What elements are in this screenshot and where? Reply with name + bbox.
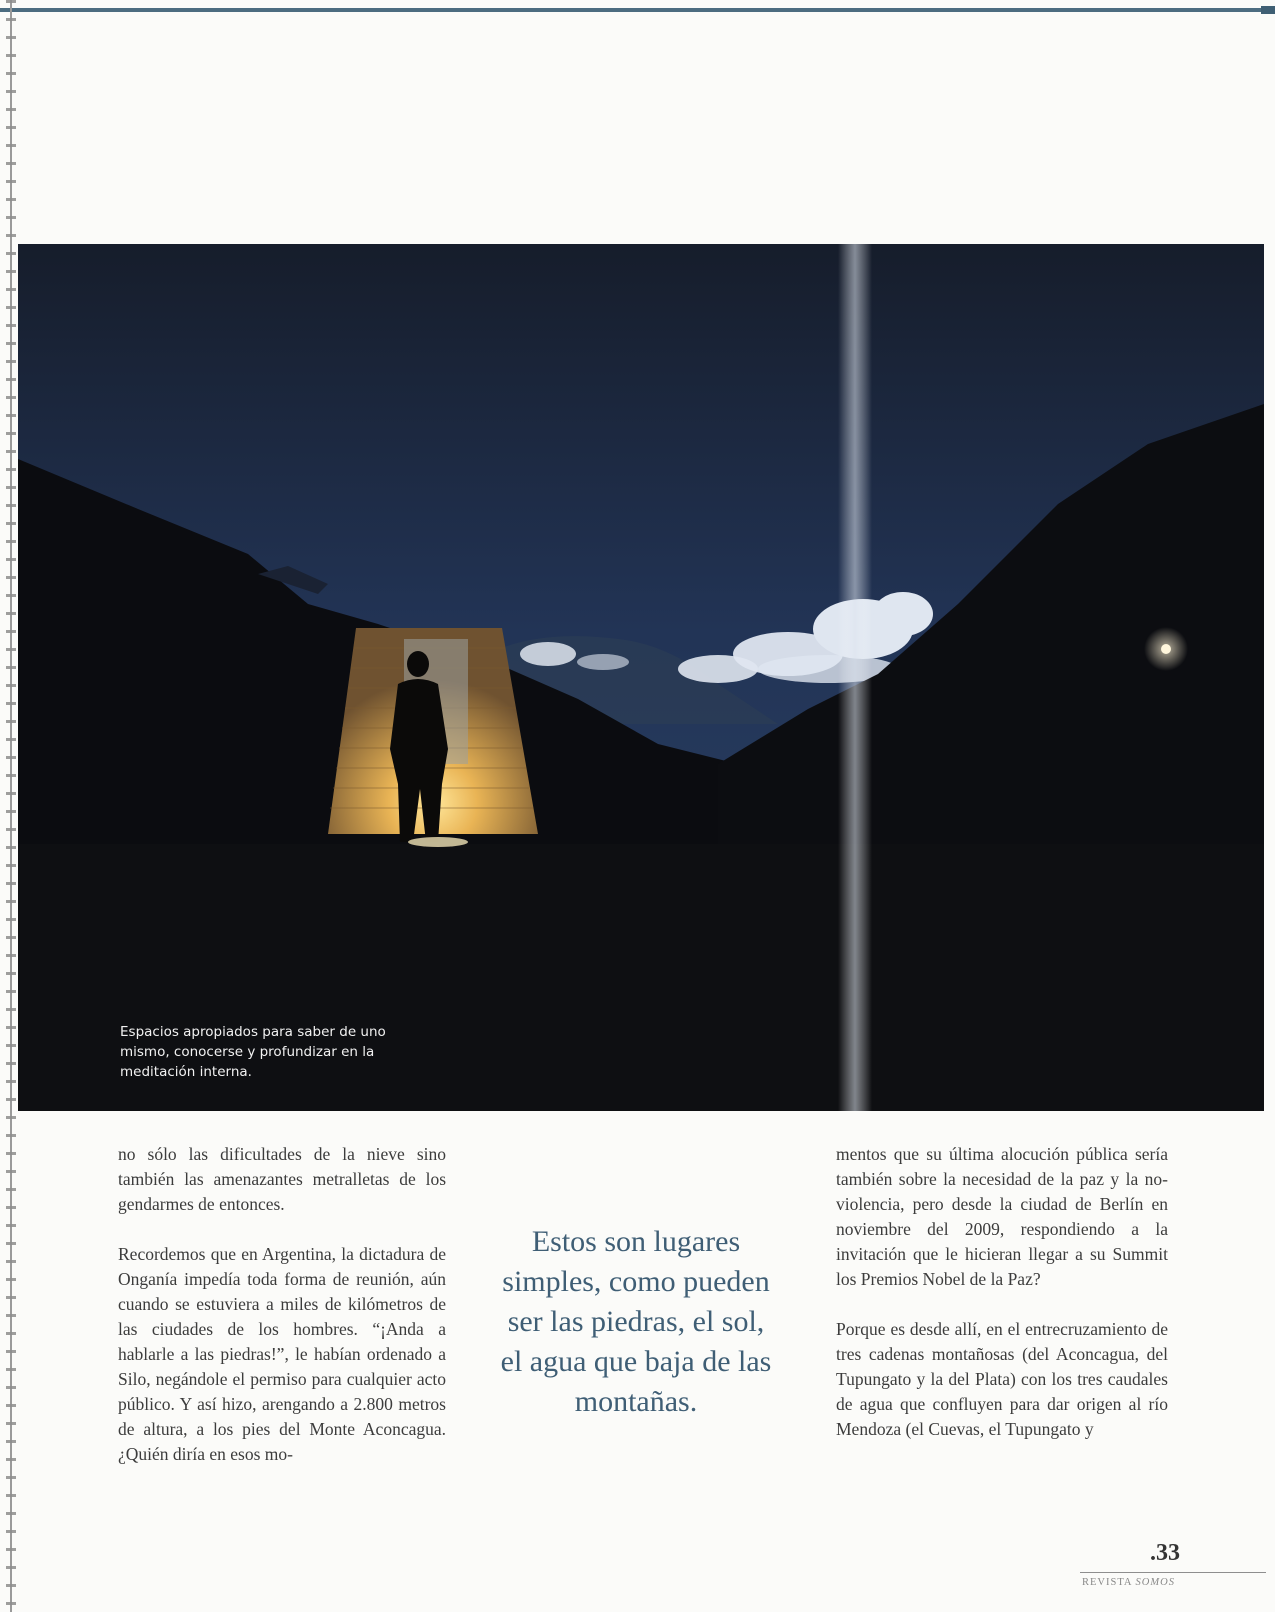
article-column-left <box>118 1142 446 1467</box>
pull-quote-line: ser las piedras, el sol, <box>507 1305 765 1338</box>
pull-quote <box>468 1222 804 1422</box>
spiral-binding <box>6 0 16 1612</box>
caption-line: mismo, conocerse y profundizar en la <box>120 1044 375 1060</box>
top-rule-end <box>1261 6 1275 14</box>
page-gutter-reflection <box>838 244 872 1111</box>
pull-quote-line: Estos son lugares <box>531 1225 741 1258</box>
paragraph: Recordemos que en Argentina, la dictadura de Onganía impedía toda forma de reunión, aún cuando se estuviera a miles de kilómetros de las ciudades de los hombres. “¡Anda a hablarle a las piedras!”, le habían ordenado a Silo, negándole el permiso para cualquier acto público. Y así hizo, arengando a 2.800 metros de altura, a los pies del Monte Aconcagua. ¿Quién diría en esos mo- <box>118 1244 446 1464</box>
paragraph: no sólo las dificultades de la nieve sino también las amenazantes metralletas de los gendarmes de entonces. <box>118 1144 446 1214</box>
pull-quote-line: el agua que baja de las <box>500 1345 772 1378</box>
magazine-name <box>1082 1577 1175 1588</box>
photo-caption <box>120 1022 420 1082</box>
paragraph: mentos que su última alocución pública sería también sobre la necesidad de la paz y la no-violencia, pero desde la ciudad de Berlín en noviembre del 2009, respondiendo a la invitación que le hicieran llegar a su Summit los Premios Nobel de la Paz? <box>836 1144 1168 1289</box>
magazine-prefix: REVISTA <box>1082 1577 1132 1588</box>
magazine-title: SOMOS <box>1135 1577 1175 1588</box>
distant-light <box>1161 644 1171 654</box>
night-monument-photo <box>18 244 1264 1111</box>
caption-line: Espacios apropiados para saber de uno <box>120 1024 386 1040</box>
article-column-right <box>836 1142 1168 1442</box>
pull-quote-line: simples, como pueden <box>502 1265 770 1298</box>
photo-illustration <box>18 244 1264 1111</box>
caption-line: meditación interna. <box>120 1064 252 1080</box>
footer-rule <box>1080 1572 1266 1573</box>
pull-quote-line: montañas. <box>574 1385 698 1418</box>
top-rule <box>0 8 1275 12</box>
paragraph: Porque es desde allí, en el entrecruzamiento de tres cadenas montañosas (del Aconcagua, del Tupungato y la del Plata) con los tres caudales de agua que confluyen para dar origen al río Mendoza (el Cuevas, el Tupungato y <box>836 1319 1168 1439</box>
page-number: .33 <box>1150 1540 1180 1566</box>
